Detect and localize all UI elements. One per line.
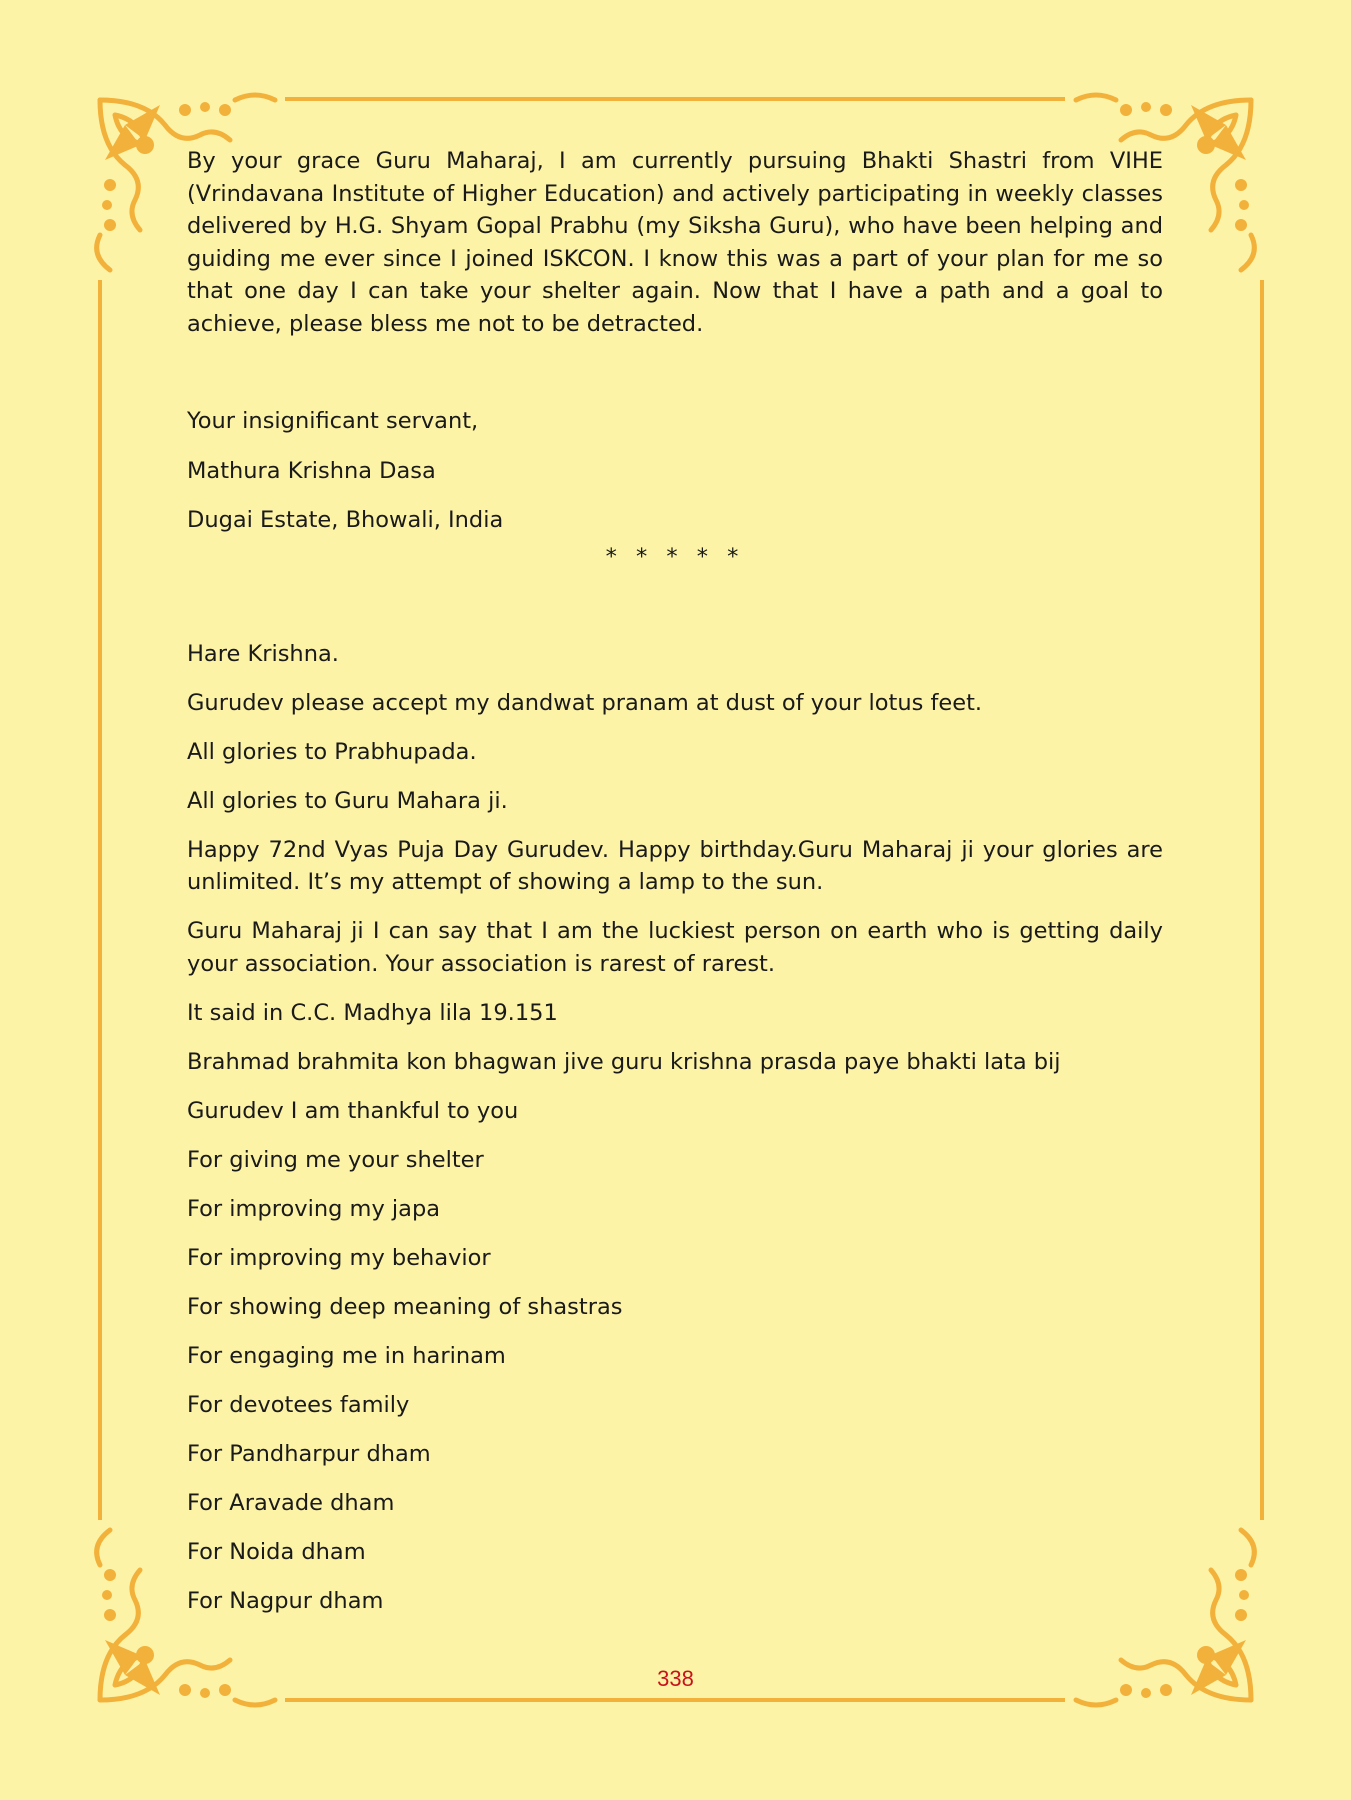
thanks-item: For Nagpur dham <box>187 1587 384 1614</box>
signature-location: Dugai Estate, Bhowali, India <box>187 507 504 533</box>
association-paragraph: Guru Maharaj ji I can say that I am the luckiest person on earth who is getting daily your association. Your association is rarest of rarest. <box>187 918 1163 977</box>
intro-paragraph: By your grace Guru Maharaj, I am currently pursuing Bhakti Shastri from VIHE (Vrindavana Institute of Higher Education) and actively participating in weekly classes delivered by H.G. Shyam Gopal Prabhu (my Siksha Guru), who have been helping and guiding me ever since I joined ISKCON. I know this was a part of your plan for me so that one day I can take your shelter again. Now that I have a path and a goal to achieve, please bless me not to be detracted. <box>187 148 1163 337</box>
thanks-item: For Pandharpur dham <box>187 1440 431 1467</box>
thanks-item: For improving my japa <box>187 1195 441 1222</box>
page-content <box>187 145 1163 1634</box>
thanks-item: For giving me your shelter <box>187 1146 484 1173</box>
page-number: 338 <box>657 1666 694 1691</box>
thanks-item: For engaging me in harinam <box>187 1342 506 1369</box>
thanks-item: For Noida dham <box>187 1538 366 1565</box>
greeting: Hare Krishna. <box>187 640 339 667</box>
thanks-item: For Aravade dham <box>187 1489 395 1516</box>
thanks-item: For devotees family <box>187 1391 410 1418</box>
birthday-paragraph: Happy 72nd Vyas Puja Day Gurudev. Happy birthday.Guru Maharaj ji your glories are unlimited. It’s my attempt of showing a lamp to the sun. <box>187 836 1163 895</box>
border-left-line <box>98 280 102 1520</box>
signature-closing: Your insignificant servant, <box>187 408 479 434</box>
border-bottom-line <box>285 1698 1065 1702</box>
border-top-line <box>285 97 1065 101</box>
scripture-reference: It said in C.C. Madhya lila 19.151 <box>187 999 558 1026</box>
signature-name: Mathura Krishna Dasa <box>187 457 436 484</box>
thanks-item: For showing deep meaning of shastras <box>187 1293 623 1320</box>
verse-line: Brahmad brahmita kon bhagwan jive guru krishna prasda paye bhakti lata bij <box>187 1048 1061 1075</box>
section-separator: * * * * * <box>605 543 745 570</box>
border-right-line <box>1260 280 1264 1520</box>
glories-guru: All glories to Guru Mahara ji. <box>187 787 508 814</box>
thankful-line: Gurudev I am thankful to you <box>187 1097 519 1124</box>
pranam-line: Gurudev please accept my dandwat pranam at dust of your lotus feet. <box>187 689 983 716</box>
thanks-item: For improving my behavior <box>187 1244 491 1271</box>
glories-prabhupada: All glories to Prabhupada. <box>187 738 477 765</box>
